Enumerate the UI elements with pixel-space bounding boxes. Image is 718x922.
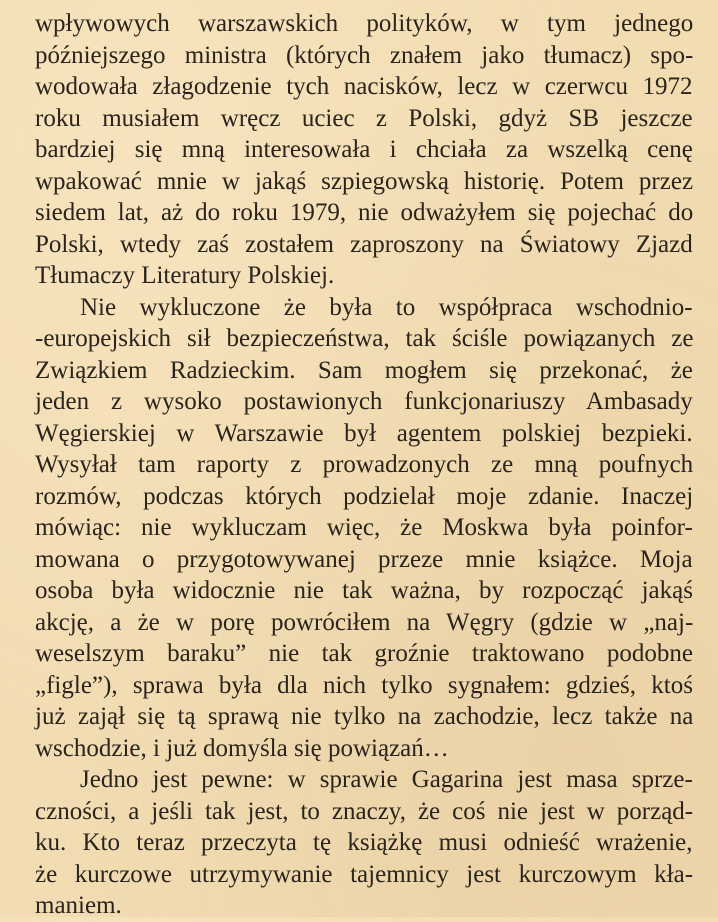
text-line: czności, a jeśli tak jest, to znaczy, że coś nie jest w porząd-: [35, 797, 694, 825]
text-line: siedem lat, aż do roku 1979, nie odważyłem się pojechać do: [35, 199, 694, 226]
text-line: że kurczowe utrzymywanie tajemnicy jest kurczowym kła-: [35, 860, 694, 888]
book-page: [35, 8, 693, 922]
text-line: roku musiałem wręcz uciec z Polski, gdyż SB jeszcze: [35, 104, 693, 132]
text-line: rozmów, podczas których podzielał moje zdanie. Inaczej: [35, 482, 694, 510]
text-line: wpływowych warszawskich polityków, w tym jednego: [35, 10, 694, 37]
text-line: jeden z wysoko postawionych funkcjonariuszy Ambasady: [35, 388, 693, 415]
text-line: Polski, wtedy zaś zostałem zaproszony na Światowy Zjazd: [35, 230, 693, 258]
text-line: już zajął się tą sprawą nie tylko na zachodzie, lecz także na: [35, 703, 694, 730]
text-line: weselszym baraku” nie tak groźnie traktowano podobne: [35, 640, 693, 667]
text-line: wpakować mnie w jakąś szpiegowską historię. Potem przez: [35, 167, 694, 195]
text-line: Tłumaczy Literatury Polskiej.: [35, 262, 335, 289]
text-line: osoba była widocznie nie tak ważna, by rozpocząć jakąś: [35, 577, 693, 604]
text-line: Węgierskiej w Warszawie był agentem polskiej bezpieki.: [35, 419, 693, 447]
paragraph-2: [35, 292, 693, 765]
text-line: bardziej się mną interesowała i chciała za wszelką cenę: [35, 136, 693, 163]
text-line: -europejskich sił bezpieczeństwa, tak ściśle powiązanych ze: [35, 325, 694, 352]
text-line: „figle”), sprawa była dla nich tylko sygnałem: gdzieś, ktoś: [35, 671, 693, 699]
text-line: mowana o przygotowywanej przeze mnie książce. Moja: [35, 545, 693, 573]
text-line: akcję, a że w porę powróciłem na Węgry (gdzie w „naj-: [35, 608, 694, 636]
text-line: maniem.: [35, 892, 122, 919]
paragraph-3: [35, 764, 693, 922]
text-line: Związkiem Radzieckim. Sam mogłem się przekonać, że: [35, 356, 693, 384]
text-line: późniejszego ministra (których znałem jako tłumacz) spo-: [35, 41, 694, 69]
text-line: mówiąc: nie wykluczam więc, że Moskwa była poinfor-: [35, 514, 693, 541]
text-line: wschodzie, i już domyśla się powiązań…: [35, 734, 449, 762]
text-line: Wysyłał tam raporty z prowadzonych ze mną poufnych: [35, 451, 694, 478]
text-line: wodowała złagodzenie tych nacisków, lecz w czerwcu 1972: [35, 73, 693, 100]
text-line: Jedno jest pewne: w sprawie Gagarina jest masa sprze-: [80, 766, 693, 793]
paragraph-1: [35, 8, 693, 292]
text-line: ku. Kto teraz przeczyta tę książkę musi odnieść wrażenie,: [35, 829, 693, 856]
text-line: Nie wykluczone że była to współpraca wschodnio-: [80, 293, 693, 321]
